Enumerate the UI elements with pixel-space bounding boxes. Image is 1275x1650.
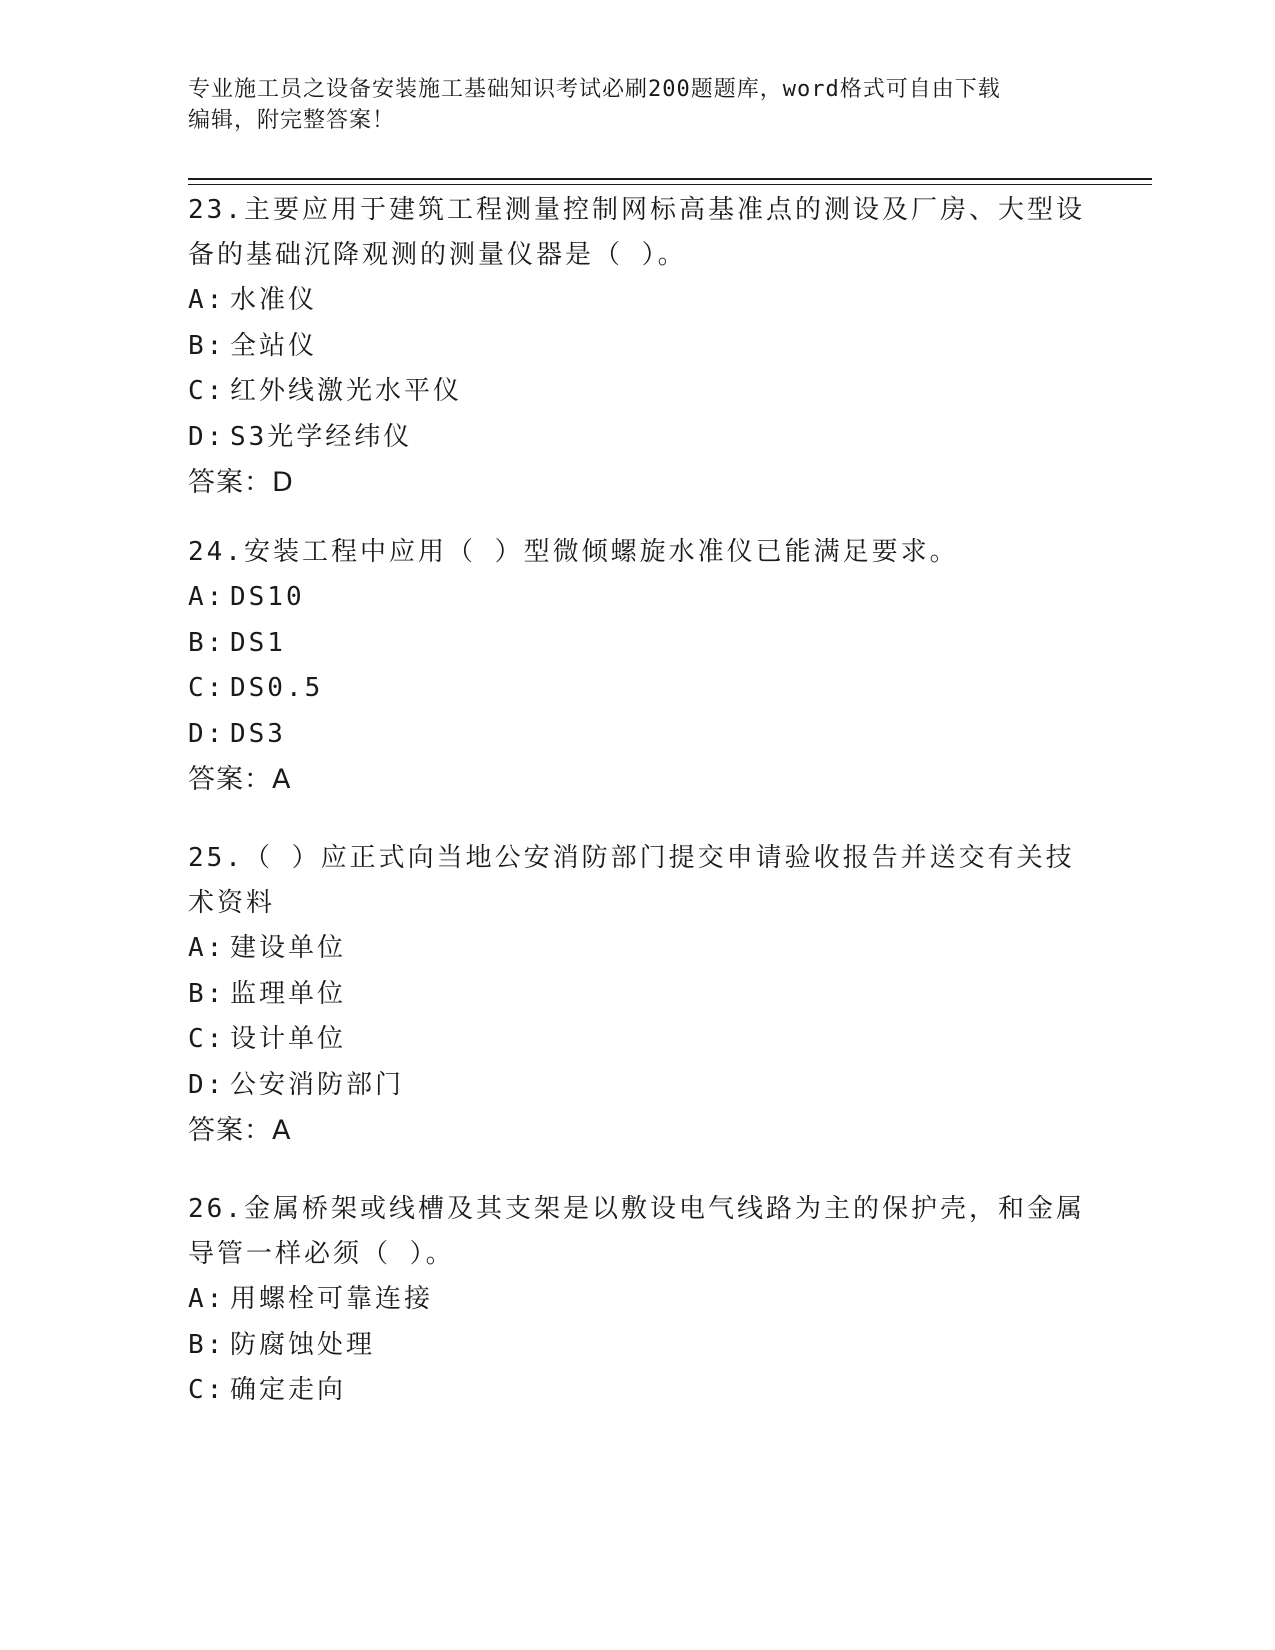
option-letter: B: xyxy=(188,330,226,361)
option-text: 公安消防部门 xyxy=(230,1069,405,1100)
option-text: 红外线激光水平仪 xyxy=(230,376,463,406)
option-letter: C: xyxy=(188,1375,226,1405)
option-text: DS0.5 xyxy=(230,673,324,703)
option-text: S3光学经纬仪 xyxy=(230,421,413,452)
option-d xyxy=(188,1063,1088,1109)
option-letter: B: xyxy=(188,1329,226,1360)
option-text: 防腐蚀处理 xyxy=(230,1329,376,1360)
option-b xyxy=(188,1323,1088,1369)
option-d xyxy=(188,415,1088,461)
option-b xyxy=(188,972,1088,1018)
option-text: 建设单位 xyxy=(230,933,347,963)
option-text: 全站仪 xyxy=(230,330,318,361)
option-a xyxy=(188,278,1088,324)
option-letter: B: xyxy=(188,627,226,658)
option-text: 确定走向 xyxy=(230,1375,347,1405)
option-a xyxy=(188,1277,1088,1323)
option-text: DS3 xyxy=(230,718,286,749)
header-divider-thin xyxy=(188,184,1152,185)
option-letter: D: xyxy=(188,421,226,452)
option-letter: D: xyxy=(188,1069,226,1100)
question-24 xyxy=(188,530,1088,802)
question-stem-line: 23.主要应用于建筑工程测量控制网标高基准点的测设及厂房、大型设 xyxy=(188,195,1085,225)
answer-line: 答案：D xyxy=(188,467,294,498)
option-c xyxy=(188,666,1088,712)
option-b xyxy=(188,621,1088,667)
question-25 xyxy=(188,836,1088,1153)
option-c xyxy=(188,1368,1088,1414)
option-c xyxy=(188,369,1088,415)
header-divider-thick xyxy=(188,178,1152,180)
answer-line: 答案：A xyxy=(188,1115,292,1146)
option-text: 用螺栓可靠连接 xyxy=(230,1284,434,1314)
question-stem-line: 25.（ ）应正式向当地公安消防部门提交申请验收报告并送交有关技 xyxy=(188,843,1075,873)
option-letter: A: xyxy=(188,1284,226,1314)
option-letter: D: xyxy=(188,718,226,749)
option-letter: C: xyxy=(188,673,226,703)
option-text: 设计单位 xyxy=(230,1024,347,1054)
option-letter: A: xyxy=(188,582,226,612)
option-b xyxy=(188,324,1088,370)
document-header xyxy=(188,74,1078,136)
header-title-line-2: 编辑，附完整答案！ xyxy=(188,108,396,133)
option-letter: B: xyxy=(188,978,226,1009)
option-text: DS1 xyxy=(230,627,286,658)
question-stem-line: 导管一样必须（ ）。 xyxy=(188,1239,455,1269)
answer-line: 答案：A xyxy=(188,764,292,795)
option-c xyxy=(188,1017,1088,1063)
option-letter: C: xyxy=(188,376,226,406)
option-text: 水准仪 xyxy=(230,285,318,315)
option-a xyxy=(188,575,1088,621)
question-23 xyxy=(188,188,1088,505)
option-letter: A: xyxy=(188,933,226,963)
question-26 xyxy=(188,1187,1088,1414)
header-title-line-1: 专业施工员之设备安装施工基础知识考试必刷200题题库，word格式可自由下载 xyxy=(188,77,1001,102)
question-stem-line: 备的基础沉降观测的测量仪器是（ ）。 xyxy=(188,240,687,270)
option-letter: A: xyxy=(188,285,226,315)
question-stem-line: 24.安装工程中应用（ ）型微倾螺旋水准仪已能满足要求。 xyxy=(188,537,959,567)
question-stem-line: 术资料 xyxy=(188,888,276,918)
option-letter: C: xyxy=(188,1024,226,1054)
option-text: DS10 xyxy=(230,582,305,612)
option-text: 监理单位 xyxy=(230,978,347,1009)
option-d xyxy=(188,712,1088,758)
option-a xyxy=(188,926,1088,972)
question-stem-line: 26.金属桥架或线槽及其支架是以敷设电气线路为主的保护壳，和金属 xyxy=(188,1194,1085,1224)
